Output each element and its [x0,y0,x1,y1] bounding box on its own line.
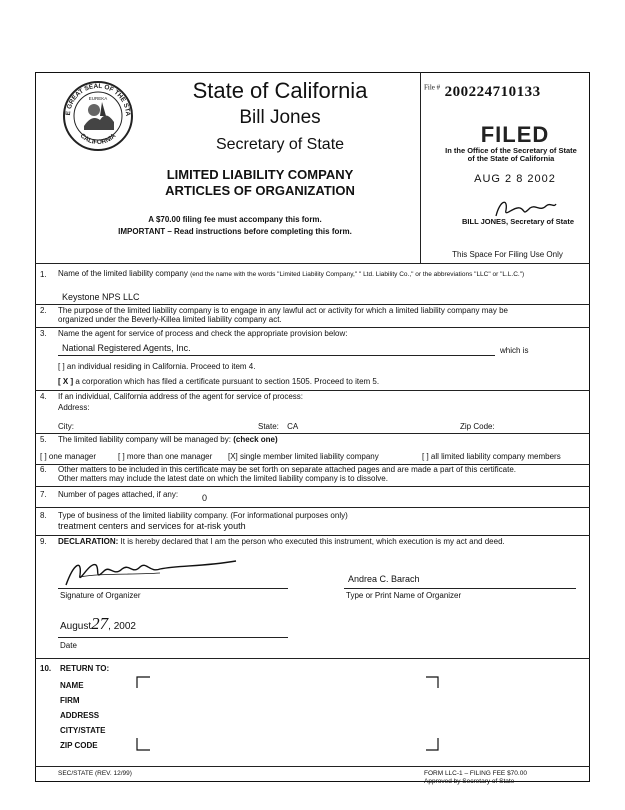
official-title: Secretary of State [215,136,345,153]
item9-number: 9. [40,537,47,546]
item4-state-value[interactable]: CA [287,422,299,431]
item5-label-row [58,435,278,445]
item3-agent-name[interactable]: National Registered Agents, Inc. [62,343,191,353]
printed-name-label: Type or Print Name of Organizer [346,591,462,600]
item1-number: 1. [40,270,47,279]
item2-text-line1: The purpose of the limited liability company is to engage in any lawful act or activity for which a limited liability company may be [58,306,508,315]
divider-9 [35,658,590,659]
item1-instruction: (end the name with the words "Limited Liability Company," " Ltd. Liability Co.," or the abbreviations "LLC" or "L.L.C.") [190,271,525,278]
item9-declaration [58,537,588,547]
item3-agent-underline [58,355,495,356]
item3-option-corporation[interactable] [58,377,379,387]
item4-zip-label: Zip Code: [460,422,495,431]
organizer-date-value[interactable] [60,614,136,637]
item3-opt1-text: an individual residing in California. Proceed to item 4. [66,362,256,371]
item3-opt2-checkbox[interactable]: [ X ] [58,377,74,386]
seal-text-bottom: CALIFORNIA [78,132,118,147]
item4-number: 4. [40,392,47,401]
date-day: 27 [91,614,109,633]
item9-declaration-text: It is hereby declared that I am the person who executed this instrument, which execution is my act and deed. [120,537,505,546]
item3-opt1-checkbox[interactable]: [ ] [58,362,65,371]
important-note: IMPORTANT – Read instructions before completing this form. [118,227,352,236]
divider-6 [35,486,590,487]
item1-label: Name of the limited liability company [58,269,188,278]
filed-office-line2: of the State of California [467,154,555,163]
item6-text-line2: Other matters may include the latest date on which the limited liability company is to dissolve. [58,474,388,483]
item3-opt2-text: a corporation which has filed a certificate pursuant to section 1505. Proceed to item 5. [75,377,380,386]
item2-number: 2. [40,306,47,315]
item5-number: 5. [40,435,47,444]
divider-8 [35,535,590,536]
filed-date: AUG 2 8 2002 [474,173,556,185]
footer-revision: SEC/STATE (REV. 12/99) [58,770,132,777]
form-title-line2: ARTICLES OF ORGANIZATION [165,183,355,198]
form-title-line1: LIMITED LIABILITY COMPANY [166,167,354,182]
organizer-signature[interactable] [60,555,240,591]
item10-field-zip-code: ZIP CODE [60,741,98,750]
organizer-printed-name[interactable]: Andrea C. Barach [348,574,420,584]
printed-name-underline [344,588,576,589]
item10-field-firm: FIRM [60,696,80,705]
item8-number: 8. [40,511,47,520]
item2-text-line2: organized under the Beverly-Killea limited liability company act. [58,315,282,324]
item7-label: Number of pages attached, if any: [58,490,179,499]
item6-text-line1: Other matters to be included in this certificate may be set forth on separate attached pages and are made a part of this certificate. [58,465,517,474]
divider-1 [35,304,590,305]
filing-space-label: This Space For Filing Use Only [452,250,563,259]
item5-opt1[interactable]: [ ] one manager [40,452,97,461]
divider-7 [35,507,590,508]
item1-label-row [58,269,588,280]
seal-motto: EUREKA [88,96,108,101]
item5-label-bold: (check one) [233,435,278,444]
official-name: Bill Jones [239,107,321,128]
item5-label: The limited liability company will be managed by: [58,435,231,444]
filed-by: BILL JONES, Secretary of State [462,217,574,226]
item5-opt2[interactable]: [ ] more than one manager [118,452,213,461]
date-label: Date [60,641,77,650]
item9-declaration-label: DECLARATION: [58,537,119,546]
svg-text:CALIFORNIA [79,132,118,146]
date-year: , 2002 [108,621,136,632]
divider-header [35,263,590,264]
item3-option-individual[interactable] [58,362,255,372]
signature-label: Signature of Organizer [60,591,141,600]
divider-3 [35,390,590,391]
item10-field-name: NAME [60,681,84,690]
divider-2 [35,327,590,328]
signature-underline [58,588,288,589]
item7-number: 7. [40,490,47,499]
item4-address-label: Address: [58,403,90,412]
item1-company-name[interactable]: Keystone NPS LLC [62,292,140,302]
date-underline [58,637,288,638]
item10-number: 10. [40,664,52,673]
item5-opt3[interactable]: [X] single member limited liability company [228,452,379,461]
item4-state-label: State: [258,422,279,431]
fee-note: A $70.00 filing fee must accompany this form. [148,215,322,224]
file-prefix: File # [424,83,441,92]
item3-number: 3. [40,329,47,338]
filed-stamp: FILED [480,122,550,147]
divider-4 [35,433,590,434]
header-divider [420,72,421,263]
state-title: State of California [192,78,368,103]
item8-business-type[interactable]: treatment centers and services for at-risk youth [58,521,246,531]
item3-label: Name the agent for service of process and check the appropriate provision below: [58,329,348,338]
item7-pages-value[interactable]: 0 [202,493,208,503]
file-number: 200224710133 [444,84,541,100]
item5-opt4[interactable]: [ ] all limited liability company members [422,452,561,461]
date-month: August [60,621,92,632]
return-address-window[interactable] [136,676,440,752]
footer-approved: Approved by Secretary of State [424,778,515,785]
item10-field-city-state: CITY/STATE [60,726,106,735]
footer-form-id: FORM LLC-1 – FILING FEE $70.00 [424,770,527,777]
item8-label: Type of business of the limited liability company. (For informational purposes only) [58,511,348,520]
filed-office-line1: In the Office of the Secretary of State [445,146,577,155]
item3-which-is: which is [500,346,529,355]
item4-label: If an individual, California address of the agent for service of process: [58,392,304,401]
state-seal-graphic [62,80,134,152]
item4-state-row [258,422,298,432]
seal-text-top: E GREAT SEAL OF THE STA [64,82,132,117]
file-number-row [424,83,588,101]
item6-number: 6. [40,465,47,474]
item10-field-address: ADDRESS [60,711,100,720]
item4-city-label: City: [58,422,74,431]
divider-10 [35,766,590,767]
state-seal [62,80,134,152]
item10-label: RETURN TO: [60,664,110,673]
